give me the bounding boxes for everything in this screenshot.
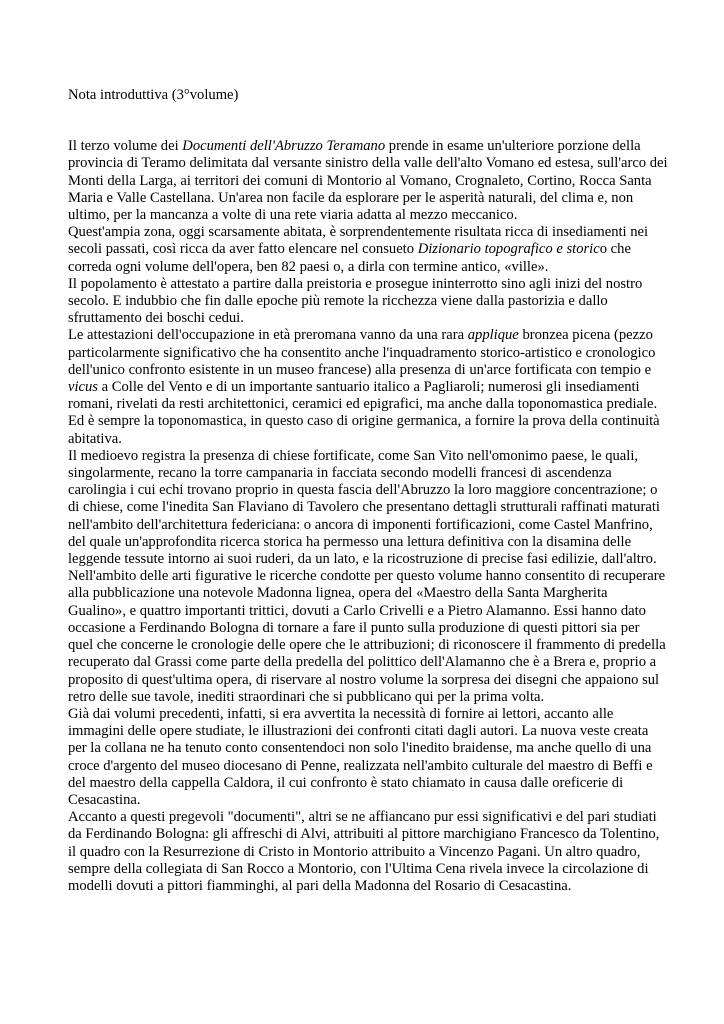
- body-paragraph: [68, 327, 668, 447]
- italic-text: applique: [467, 327, 519, 344]
- text-run: Quest'ampia zona, oggi scarsamente abitata, è sorprendentemente risultata ricca di insediamenti nei secoli passati, così ricca da aver fatto elencare nel consueto: [68, 224, 649, 258]
- text-run: Accanto a questi pregevoli "documenti", altri se ne affiancano pur essi significativi e del pari studiati da Ferdinando Bologna: gli affreschi di Alvi, attribuiti al pittore marchigiano Francesco da Tolentino, il quadro con la Resurrezione di Cristo in Montorio attribuito a Vincenzo Pagani. Un altro quadro, sempre della collegiata di San Rocco a Montorio, con l'Ultima Cena rivela invece la circolazione di modelli dovuti a pittori fiamminghi, al pari della Madonna del Rosario di Cesacastina.: [68, 809, 660, 894]
- italic-text: Dizionario topografico e storic: [417, 241, 600, 258]
- document-title: Nota introduttiva (3°volume): [68, 87, 239, 103]
- text-run: Il medioevo registra la presenza di chiese fortificate, come San Vito nell'omonimo paese, le quali, singolarmente, recano la torre campanaria in facciata secondo modelli francesi di ascendenza carolingia i cui echi trovano proprio in questa fascia dell'Abruzzo la loro maggiore concentrazione; o di chiese, come l'inedita San Flaviano di Tavolero che presentano dettagli strutturali raffinati maturati nell'ambito dell'architettura federiciana: o ancora di imponenti fortificazioni, come Castel Manfrino, del quale un'approfondita ricerca storica ha permesso una lettura definitiva con la disamina delle leggende tessute intorno ai suoi ruderi, da un lato, e la ricostruzione di precise fasi edilizie, dall'altro.: [68, 447, 660, 568]
- body-paragraph: [68, 568, 668, 706]
- text-run: Il terzo volume dei: [68, 138, 183, 155]
- body-paragraph: [68, 138, 668, 224]
- text-run: Nell'ambito delle arti figurative le ricerche condotte per questo volume hanno consentito di recuperare alla pubblicazione una notevole Madonna lignea, opera del «Maestro della Santa Margherita Gualino», e quattro importanti trittici, dovuti a Carlo Crivelli e a Pietro Alamanno. Essi hanno dato occasione a Ferdinando Bologna di tornare a fare il punto sulla produzione di questi pittori sia per quel che concerne le cronologie delle opere che le attribuzioni; di riconoscere il frammento di predella recuperato dal Grassi come parte della predella del polittico dell'Alamanno che è a Brera e, proprio a proposito di quest'ultima opera, di riservare al nostro volume la sorpresa dei disegni che appaiono sul retro delle sue tavole, inediti straordinari che si pubblicano qui per la prima volta.: [68, 568, 666, 705]
- body-paragraph: [68, 276, 668, 328]
- document-page: [68, 87, 668, 895]
- italic-text: Documenti dell'Abruzzo Teramano: [182, 138, 386, 155]
- text-run: bronzea picena (pezzo particolarmente significativo che ha consentito anche l'inquadramento storico-artistico e cronologico dell'unico confronto esistente in un museo francese) alla presenza di un'arce fortificata con tempio e: [68, 327, 656, 378]
- text-run: Il popolamento è attestato a partire dalla preistoria e prosegue ininterrotto sino agli inizi del nostro secolo. E indubbio che fin dalle epoche più remote la ricchezza viene dalla pastorizia e dallo sfruttamento dei boschi cedui.: [68, 275, 643, 327]
- text-run: Le attestazioni dell'occupazione in età preromana vanno da una rara: [68, 327, 468, 344]
- document-body: [68, 138, 668, 895]
- body-paragraph: [68, 809, 668, 895]
- body-paragraph: [68, 448, 668, 568]
- italic-text: vicus: [68, 379, 98, 396]
- text-run: Già dai volumi precedenti, infatti, si era avvertita la necessità di fornire ai lettori, accanto alle immagini delle opere studiate, le illustrazioni dei confronti citati dagli autori. La nuova veste creata per la collana ne ha tenuto conto consentendoci non solo l'inedito braidense, ma anche quello di una croce d'argento del museo diocesano di Penne, realizzata nell'ambito culturale del maestro di Beffi e del maestro della cappella Caldora, il cui confronto è stato chiamato in causa dalle oreficerie di Cesacastina.: [68, 705, 653, 808]
- body-paragraph: [68, 224, 668, 276]
- text-run: prende in esame un'ulteriore porzione della provincia di Teramo delimitata dal versante sinistro della valle dell'alto Vomano ed estesa, sull'arco dei Monti della Larga, ai territori dei comuni di Montorio al Vomano, Crognaleto, Cortino, Rocca Santa Maria e Valle Castellana. Un'area non facile da esplorare per le asperità naturali, del clima e, non ultimo, per la mancanza a volte di una rete viaria adatta al mezzo meccanico.: [68, 138, 668, 224]
- body-paragraph: [68, 706, 668, 809]
- text-run: o che correda ogni volume dell'opera, ben 82 paesi o, a dirla con termine antico, «ville».: [68, 241, 631, 275]
- text-run: a Colle del Vento e di un importante santuario italico a Pagliaroli; numerosi gli insediamenti romani, rivelati da resti architettonici, ceramici ed epigrafici, ma anche dalla toponomastica prediale. Ed è sempre la toponomastica, in questo caso di origine germanica, a fornire la prova della continuità abitativa.: [68, 379, 660, 447]
